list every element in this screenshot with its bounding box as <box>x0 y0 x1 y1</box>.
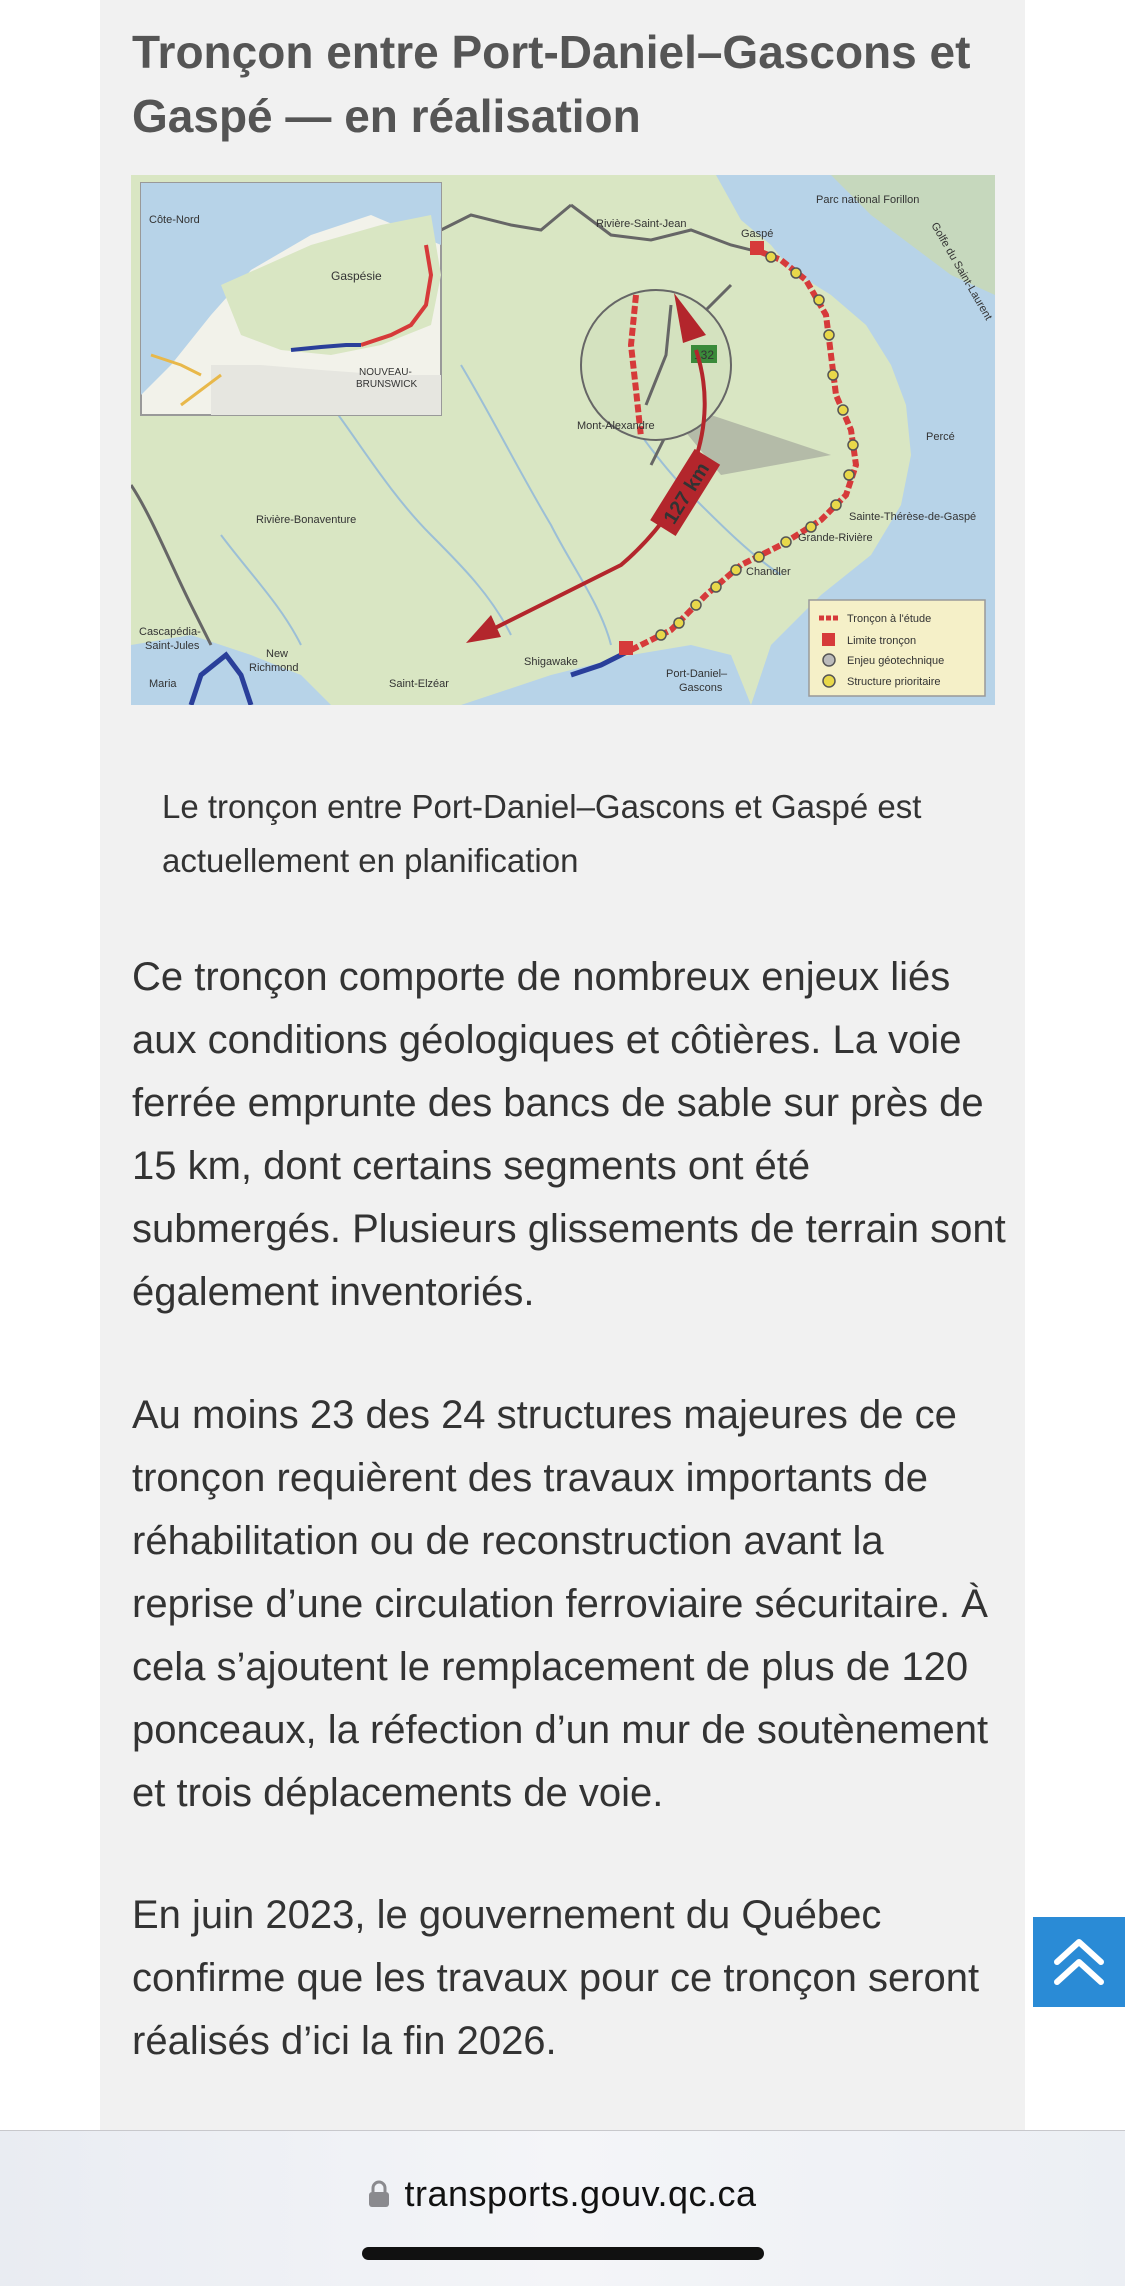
url-text: transports.gouv.qc.ca <box>404 2173 757 2214</box>
label-sainte-therese: Sainte-Thérèse-de-Gaspé <box>849 511 977 523</box>
scroll-to-top-button[interactable] <box>1033 1917 1125 2007</box>
inset-label-brunswick: BRUNSWICK <box>356 379 418 390</box>
label-grande-riviere: Grande-Rivière <box>798 532 873 544</box>
paragraph-structures: Au moins 23 des 24 structures majeures de ce tronçon requièrent des travaux importants de réhabilitation ou de reconstruction avant la reprise d’une circulation ferroviaire sécuritaire. À cela s’ajoutent le remplacement de plus de 120 ponceaux, la réfection d’un mur de soutènement et trois déplacements de voie. <box>132 1393 989 1815</box>
label-new: New <box>266 648 289 660</box>
label-richmond: Richmond <box>249 662 299 674</box>
label-perce: Percé <box>926 431 955 443</box>
label-cascapedia: Cascapédia- <box>139 626 201 638</box>
label-gaspe: Gaspé <box>741 228 774 240</box>
label-mont-alexandre: Mont-Alexandre <box>577 420 655 432</box>
distance-label: 127 km <box>659 458 715 529</box>
label-saint-jules: Saint-Jules <box>145 640 200 652</box>
legend-item-limite: Limite tronçon <box>847 635 917 647</box>
label-riviere-saint-jean: Rivière-Saint-Jean <box>596 218 687 230</box>
paragraph-confirmation: En juin 2023, le gouvernement du Québec confirme que les travaux pour ce tronçon seront réalisés d’ici la fin 2026. <box>132 1893 980 2063</box>
section-limit-south <box>619 641 633 655</box>
route-shield-132: 132 <box>693 348 715 362</box>
label-golfe: Golfe du Saint-Laurent <box>928 220 995 323</box>
section-limit-north <box>750 241 764 255</box>
inset-label-gaspesie: Gaspésie <box>331 269 382 283</box>
legend-item-enjeu: Enjeu géotechnique <box>847 655 945 667</box>
legend-item-troncon: Tronçon à l'étude <box>847 613 932 625</box>
map-caption: Le tronçon entre Port-Daniel–Gascons et Gaspé est actuellement en planification <box>162 788 922 879</box>
map-legend <box>809 600 985 696</box>
legend-item-structure: Structure prioritaire <box>847 676 941 688</box>
inset-label-cote-nord: Côte-Nord <box>149 214 200 226</box>
double-chevron-up-icon <box>1049 1932 1109 1992</box>
label-shigawake: Shigawake <box>524 656 578 668</box>
browser-address-bar <box>0 2130 1125 2286</box>
url-field[interactable] <box>0 2169 1125 2219</box>
route-map-svg <box>131 175 995 705</box>
inset-label-nouveau: NOUVEAU- <box>359 367 412 378</box>
paragraph-enjeux: Ce tronçon comporte de nombreux enjeux liés aux conditions géologiques et côtières. La voie ferrée emprunte des bancs de sable sur près de 15 km, dont certains segments ont été submergés. Plusieurs glissements de terrain sont également inventoriés. <box>132 955 1006 1314</box>
inset-map <box>141 183 441 415</box>
label-saint-elzear: Saint-Elzéar <box>389 678 449 690</box>
label-chandler: Chandler <box>746 566 791 578</box>
section-title: Tronçon entre Port-Daniel–Gascons et Gaspé — en réalisation <box>132 26 971 142</box>
label-maria: Maria <box>149 678 177 690</box>
label-port-daniel: Port-Daniel– <box>666 668 728 680</box>
label-riviere-bonaventure: Rivière-Bonaventure <box>256 514 357 526</box>
article-content <box>100 0 1025 2130</box>
home-indicator[interactable] <box>362 2247 764 2260</box>
label-gascons: Gascons <box>679 682 723 694</box>
label-parc-forillon: Parc national Forillon <box>816 194 920 206</box>
route-map-image <box>131 175 995 705</box>
lock-icon <box>368 2180 390 2208</box>
